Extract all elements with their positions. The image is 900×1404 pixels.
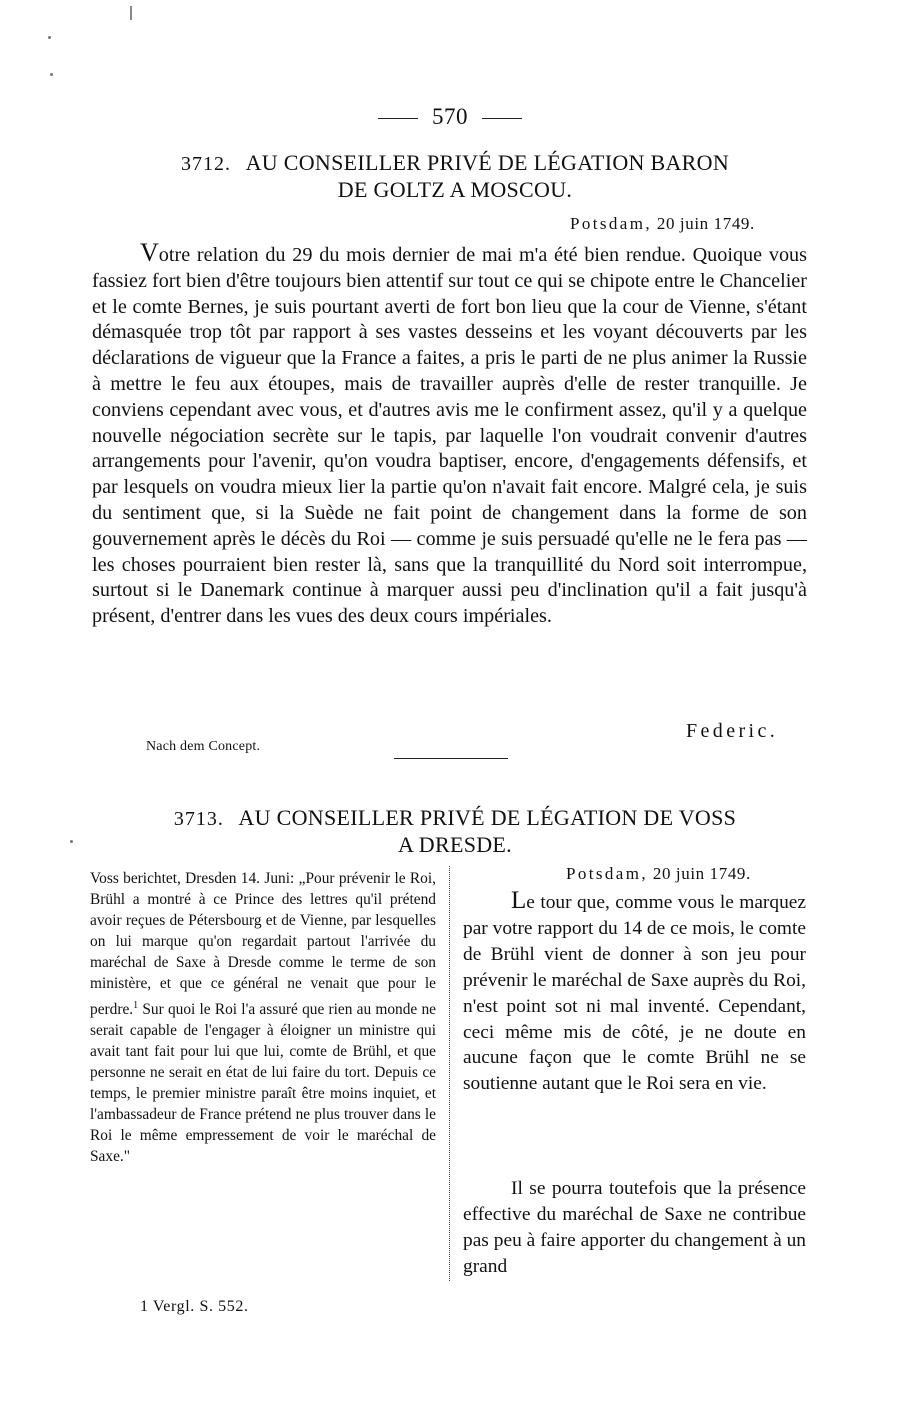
letter-3712-source-note: Nach dem Concept. (146, 739, 261, 754)
letter-3712-title-line2: DE GOLTZ A MOSCOU. (337, 177, 573, 202)
letter-3713-place: Potsdam, (566, 864, 649, 883)
letter-3712-date: 20 juin 1749. (656, 214, 755, 233)
section-divider-rule (394, 758, 508, 759)
column-divider (449, 866, 450, 1281)
letter-3713-report-summary (90, 868, 436, 1167)
letter-3713-report-summary-text: Voss berichtet, Dresden 14. Juni: „Pour prévenir le Roi, Brühl a montré à ce Prince des lettres qu'il prétend avoir reçues de Pétersbourg et de Vienne, par lesquelles on lui marque qu'on regardait partout l'arrivée du maréchal de Saxe à Dresde comme le terme de son ministère, et que ce général ne venait que pour le perdre. (90, 870, 436, 1018)
letter-3712-number: 3712. (180, 153, 231, 175)
letter-3713-dateline (566, 864, 751, 884)
letter-3713-heading-line1 (130, 805, 780, 832)
page-number (0, 104, 900, 130)
letter-3712-body: Votre relation du 29 du mois dernier de mai m'a été bien rendue. Quoique vous fassiez fort bien d'être toujours bien attentif sur tout ce qui se chipote entre le Chancelier et le comte Bernes, je suis pourtant averti de fort bon lieu que la cour de Vienne, s'étant démasquée trop tôt par rapport à ses vastes desseins et les voyant découverts par les déclarations de vigueur que la France a faites, a pris le parti de ne plus animer la Russie à mettre le feu aux étoupes, mais de travailler auprès d'elle de rester tranquille. Je conviens cependant avec vous, et d'autres avis me le confirment assez, qu'il y a quelque nouvelle négociation secrète sur le tapis, par laquelle l'on voudrait convenir d'autres arrangements pour l'avenir, qu'on voudra baptiser, encore, d'engagements défensifs, et par lesquels on voudra mieux lier la partie qu'on n'avait fait encore. Malgré cela, je suis du sentiment que, si la Suède ne fait point de changement dans la forme de son gouvernement après le décès du Roi — comme je suis persuadé qu'elle ne le fera pas — les choses pourraient bien rester là, sans que la tranquillité du Nord soit interrompue, surtout si le Danemark continue à marquer aussi peu d'inclination qu'il a fait jusqu'à présent, d'entrer dans les vues des deux cours impériales. (92, 238, 807, 628)
letter-3712-heading-line1 (130, 150, 780, 177)
letter-3713-title-line2: A DRESDE. (398, 832, 512, 857)
scan-speck (50, 73, 53, 76)
page-number-dash-left (378, 118, 418, 119)
letter-3713-title-line1: AU CONSEILLER PRIVÉ DE LÉGATION DE VOSS (238, 805, 737, 830)
letter-3712-place: Potsdam, (570, 214, 653, 233)
letter-3712-heading (130, 150, 780, 203)
letter-3713-report-summary-cont: Sur quoi le Roi l'a assuré que rien au monde ne serait capable de l'engager à éloigner un ministre qui avait tant fait pour lui que lui, comte de Brühl, et que personne ne serait en état de lui faire du tort. Depuis ce temps, le premier ministre paraît être moins inquiet, et l'ambassadeur de France prétend ne plus trouver dans le Roi le même empressement de voir le maréchal de Saxe." (90, 1000, 436, 1166)
letter-3713-body-paragraph-1: Le tour que, comme vous le marquez par votre rapport du 14 de ce mois, le comte de Brühl vient de donner à son jeu pour prévenir le maréchal de Saxe auprès du Roi, n'est point sot ni mal inventé. Cependant, ceci même mis de côté, je ne doute en aucune façon que le comte Brühl ne se soutienne autant que le Roi sera en vie. (463, 887, 806, 1095)
footnote: 1 Vergl. S. 552. (140, 1298, 249, 1315)
margin-mark (130, 6, 132, 20)
page-number-text: 570 (432, 104, 468, 129)
letter-3713-heading (130, 805, 780, 858)
letter-3713-body-paragraph-2: Il se pourra toutefois que la présence effective du maréchal de Saxe ne contribue pas peu à faire apporter du changement à un grand (463, 1178, 806, 1277)
page-number-dash-right (482, 118, 522, 119)
letter-3712-signature: Federic. (686, 720, 779, 742)
letter-3712-title-line1: AU CONSEILLER PRIVÉ DE LÉGATION BARON (245, 150, 730, 175)
letter-3713-date: 20 juin 1749. (652, 864, 751, 883)
letter-3713-number: 3713. (173, 808, 224, 830)
scan-speck (48, 36, 51, 39)
footnote-marker: 1 (133, 999, 139, 1011)
letter-3712-dateline (570, 214, 755, 234)
scan-speck (70, 840, 73, 843)
